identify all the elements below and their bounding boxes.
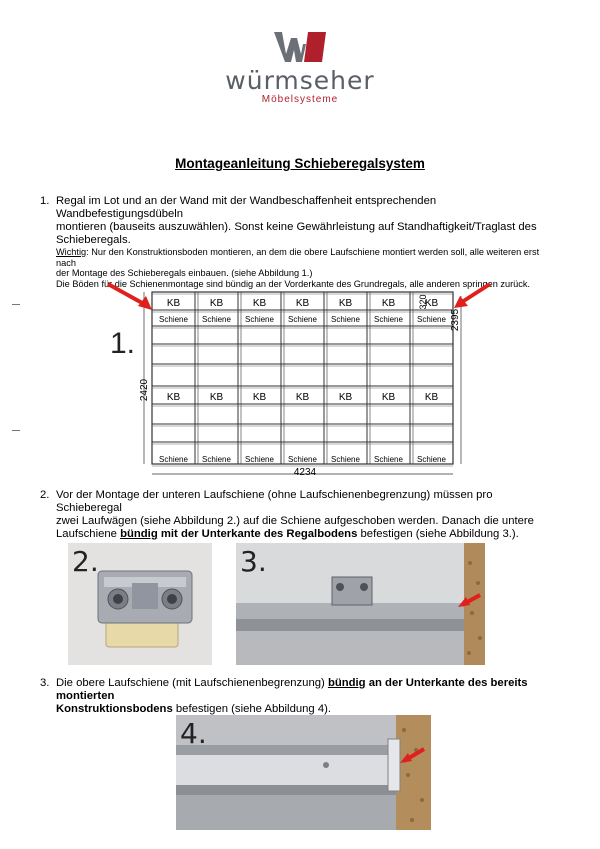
company-logo (0, 30, 600, 105)
figure-4-photo (176, 715, 431, 830)
dim-height-left: 2420 (139, 378, 150, 402)
margin-mark (12, 304, 20, 305)
kb-label: KB (295, 392, 310, 403)
kb-label: KB (295, 298, 310, 309)
rail-label: Schiene (374, 455, 403, 464)
step-1-line: Schieberegals. (56, 234, 131, 246)
kb-label: KB (424, 392, 439, 403)
step-2-line: Laufschiene bündig mit der Unterkante des Regalbodens befestigen (siehe Abbildung 3.). (56, 528, 519, 540)
dim-top-gap: 320 (418, 294, 428, 310)
rail-label: Schiene (374, 315, 403, 324)
figure-4-label: 4. (180, 717, 207, 750)
step-3-line: Konstruktionsbodens befestigen (siehe Abbildung 4). (56, 703, 332, 715)
rail-label: Schiene (202, 455, 231, 464)
rail-label: Schiene (417, 315, 446, 324)
step-2-line: zwei Laufwägen (siehe Abbildung 2.) auf die Schiene aufgeschoben werden. Danach die untere (56, 515, 534, 527)
rail-label: Schiene (288, 455, 317, 464)
kb-label: KB (166, 298, 181, 309)
logo-mark-icon (270, 30, 330, 64)
figure-1-shelf-diagram (100, 280, 510, 480)
rail-label: Schiene (331, 455, 360, 464)
brand-subtitle: Möbelsysteme (261, 94, 339, 105)
dim-width: 4234 (293, 467, 317, 478)
figure-2-photo (68, 543, 212, 665)
dim-height-right: 2395 (450, 308, 461, 332)
step-number: 2. (40, 489, 50, 501)
rail-label: Schiene (417, 455, 446, 464)
rail-label: Schiene (245, 455, 274, 464)
red-arrow-left (108, 284, 144, 304)
red-arrow-right (462, 284, 490, 302)
rail-label: Schiene (288, 315, 317, 324)
lower-rail-illustration (236, 543, 485, 665)
figure-3-label: 3. (240, 545, 267, 578)
margin-mark (12, 430, 20, 431)
kb-label: KB (166, 392, 181, 403)
kb-label: KB (209, 392, 224, 403)
upper-rail-illustration (176, 715, 431, 830)
step-1-line: montieren (bauseits auszuwählen). Sonst keine Gewährleistung auf Standhaftigkeit/Traglast des (56, 221, 537, 233)
kb-label: KB (381, 392, 396, 403)
note-label: Wichtig (56, 247, 87, 257)
step-1-note: Wichtig: Nur den Konstruktionsboden montieren, an dem die obere Laufschiene montiert werden soll, alle weiteren erst nach der Montage des Schieberegals einbauen. (siehe Abbildung 1.) Die Böden für die Schienenmontage sind bündig an der Vorderkante des Grundregals, alle anderen springen zurück. (56, 247, 540, 289)
rail-label: Schiene (202, 315, 231, 324)
kb-label: KB (381, 298, 396, 309)
step-1-line: Regal im Lot und an der Wand mit der Wandbeschaffenheit entsprechenden Wandbefestigungsdübeln (56, 195, 437, 220)
figure-1-label: 1. (110, 327, 136, 360)
rail-label: Schiene (159, 315, 188, 324)
figure-3-photo (236, 543, 485, 665)
step-number: 1. (40, 195, 50, 207)
figure-2-label: 2. (72, 545, 99, 578)
step-3-line: Die obere Laufschiene (mit Laufschienenbegrenzung) bündig an der Unterkante des bereits montierten (56, 677, 528, 702)
page-title: Montageanleitung Schieberegalsystem (175, 156, 425, 171)
kb-label: KB (209, 298, 224, 309)
kb-label: KB (338, 298, 353, 309)
kb-label: KB (252, 392, 267, 403)
brand-name: würmseher (225, 66, 375, 95)
rail-label: Schiene (159, 455, 188, 464)
kb-label: KB (424, 298, 439, 309)
rail-label: Schiene (331, 315, 360, 324)
step-number: 3. (40, 677, 50, 689)
rail-label: Schiene (245, 315, 274, 324)
kb-label: KB (252, 298, 267, 309)
kb-label: KB (338, 392, 353, 403)
step-2-line: Vor der Montage der unteren Laufschiene (ohne Laufschienenbegrenzung) müssen pro Schieberegal (56, 489, 493, 514)
